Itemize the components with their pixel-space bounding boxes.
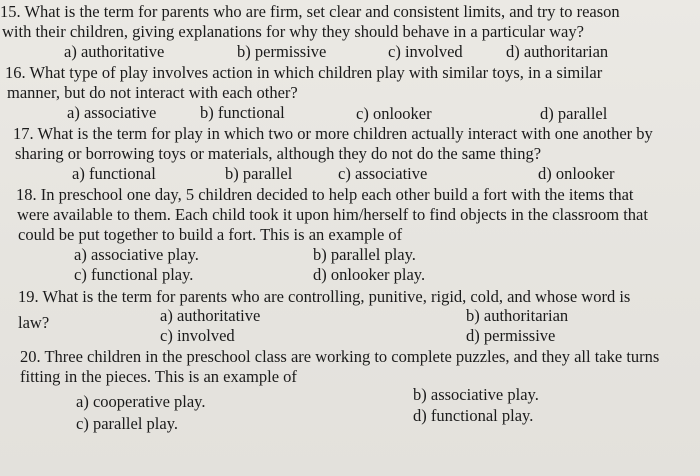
question-19-option-d: d) permissive xyxy=(466,326,556,345)
question-16-option-c: c) onlooker xyxy=(356,104,432,123)
question-20-option-b: b) associative play. xyxy=(413,385,539,404)
question-15-line-1: 15. What is the term for parents who are firm, set clear and consistent limits, and try to reason xyxy=(0,2,620,21)
question-20-option-c: c) parallel play. xyxy=(76,414,178,433)
question-15-option-d: d) authoritarian xyxy=(506,42,609,61)
question-17-line-2: sharing or borrowing toys or materials, although they do not do the same thing? xyxy=(15,144,542,163)
question-18-option-a: a) associative play. xyxy=(74,245,199,264)
question-17-option-a: a) functional xyxy=(72,164,156,183)
question-18-line-2: were available to them. Each child took it upon him/herself to find objects in the classroom that xyxy=(17,205,648,224)
question-15-option-b: b) permissive xyxy=(237,42,327,61)
question-16-option-b: b) functional xyxy=(200,103,285,122)
question-18-option-c: c) functional play. xyxy=(74,265,194,284)
question-19-line-2: law? xyxy=(18,313,50,332)
question-17-option-c: c) associative xyxy=(338,164,428,183)
question-18-line-1: 18. In preschool one day, 5 children decided to help each other build a fort with the items that xyxy=(16,185,634,204)
question-17-option-d: d) onlooker xyxy=(538,164,615,183)
question-16-option-a: a) associative xyxy=(67,103,157,122)
question-15-option-c: c) involved xyxy=(388,42,463,61)
question-20-option-a: a) cooperative play. xyxy=(76,392,206,411)
question-19-option-a: a) authoritative xyxy=(160,306,261,325)
question-20-line-2: fitting in the pieces. This is an example of xyxy=(20,367,297,386)
question-18-option-b: b) parallel play. xyxy=(313,245,416,264)
question-20-line-1: 20. Three children in the preschool class are working to complete puzzles, and they all take turns xyxy=(20,347,660,366)
question-15-line-2: with their children, giving explanations for why they should behave in a particular way? xyxy=(2,22,584,41)
question-17-option-b: b) parallel xyxy=(225,164,293,183)
question-16-line-1: 16. What type of play involves action in which children play with similar toys, in a similar xyxy=(5,63,603,82)
question-16-line-2: manner, but do not interact with each other? xyxy=(7,83,298,102)
question-18-option-d: d) onlooker play. xyxy=(313,265,426,284)
question-20-option-d: d) functional play. xyxy=(413,406,534,425)
question-17-line-1: 17. What is the term for play in which two or more children actually interact with one another by xyxy=(13,124,653,143)
question-19-option-b: b) authoritarian xyxy=(466,306,569,325)
question-18-line-3: could be put together to build a fort. This is an example of xyxy=(18,225,403,244)
question-15-option-a: a) authoritative xyxy=(64,42,165,61)
question-19-option-c: c) involved xyxy=(160,326,235,345)
question-19-line-1: 19. What is the term for parents who are controlling, punitive, rigid, cold, and whose word is xyxy=(18,287,631,306)
question-16-option-d: d) parallel xyxy=(540,104,608,123)
